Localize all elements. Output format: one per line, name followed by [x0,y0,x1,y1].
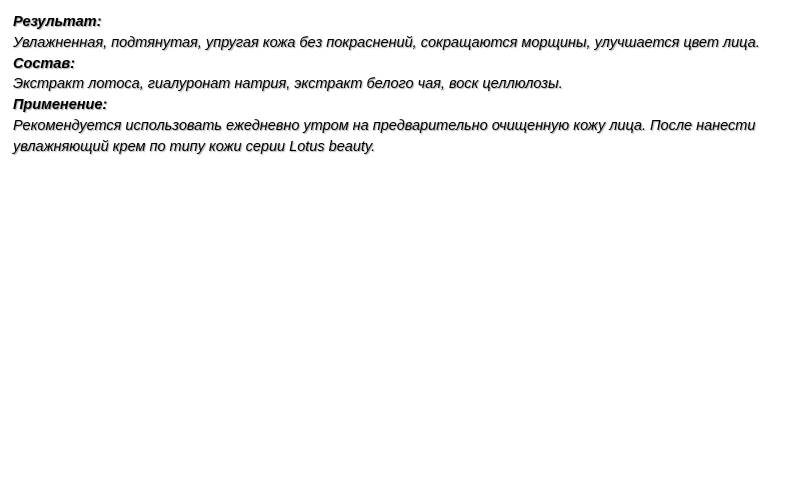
result-text: Увлажненная, подтянутая, упругая кожа без покраснений, сокращаются морщины, улучшается цвет лица. [13,34,760,51]
usage-text: Рекомендуется использовать ежедневно утром на предварительно очищенную кожу лица. После нанести увлажняющий крем по типу кожи серии Lotus beauty. [13,117,756,155]
composition-text: Экстракт лотоса, гиалуронат натрия, экстракт белого чая, воск целлюлозы. [13,76,563,93]
product-description [0,0,800,158]
composition-heading: Состав: [13,55,75,72]
usage-heading: Применение: [13,97,108,114]
result-heading: Результат: [13,14,102,30]
